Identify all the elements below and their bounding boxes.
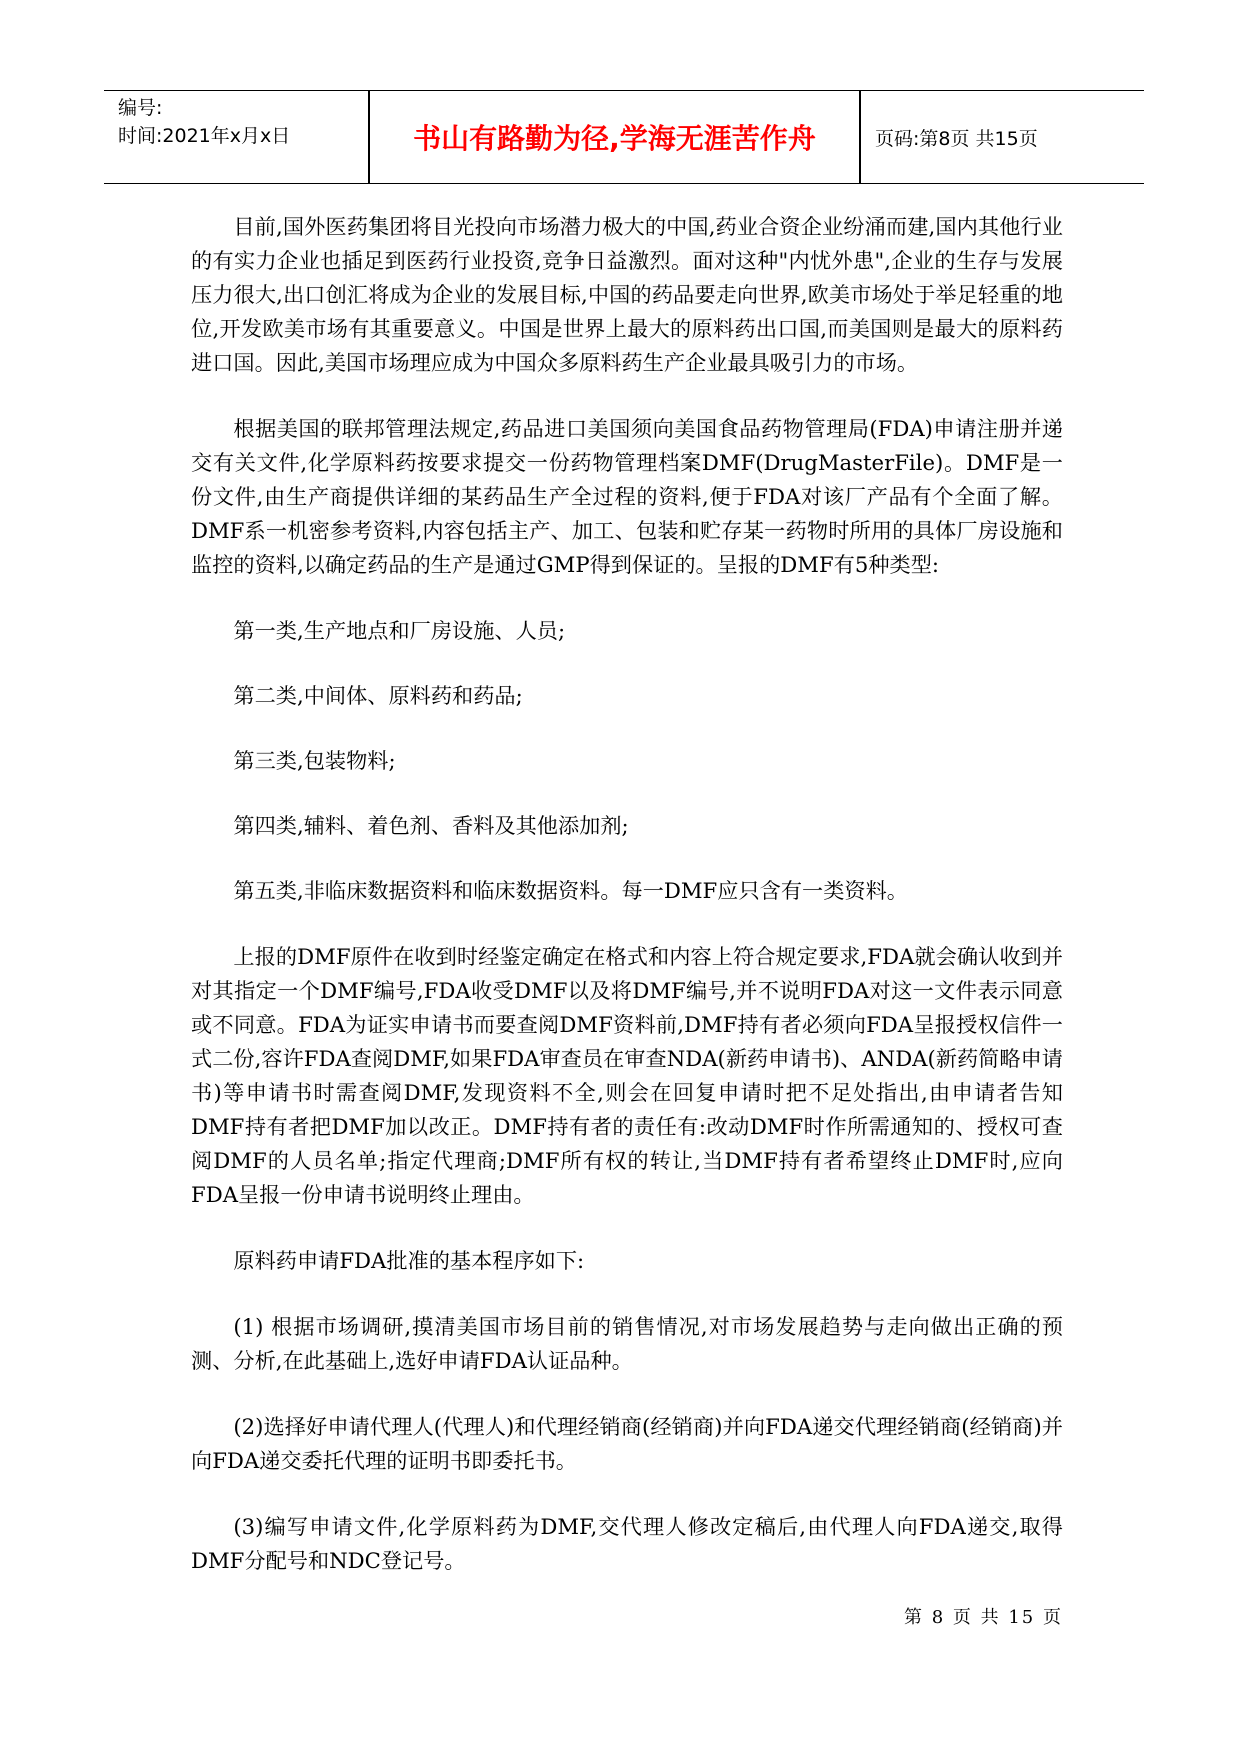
header-meta-cell xyxy=(104,91,368,183)
list-item: 第二类,中间体、原料药和药品; xyxy=(233,683,523,708)
paragraph: 上报的DMF原件在收到时经鉴定确定在格式和内容上符合规定要求,FDA就会确认收到并对其指定一个DMF编号,FDA收受DMF以及将DMF编号,并不说明FDA对这一文件表示同意或不同意。FDA为证实申请书而要查阅DMF资料前,DMF持有者必须向FDA呈报授权信件一式二份,容许FDA查阅DMF,如果FDA审查员在审查NDA(新药申请书)、ANDA(新药简略申请书)等申请书时需查阅DMF,发现资料不全,则会在回复申请时把不足处指出,由申请者告知DMF持有者把DMF加以改正。DMF持有者的责任有:改动DMF时作所需通知的、授权可查阅DMF的人员名单;指定代理商;DMF所有权的转让,当DMF持有者希望终止DMF时,应向FDA呈报一份申请书说明终止理由。 xyxy=(191,944,1063,1207)
page-footer: 第 8 页 共 15 页 xyxy=(904,1607,1063,1628)
paragraph: 目前,国外医药集团将目光投向市场潜力极大的中国,药业合资企业纷涌而建,国内其他行业的有实力企业也插足到医药行业投资,竞争日益激烈。面对这种"内忧外患",企业的生存与发展压力很大,出口创汇将成为企业的发展目标,中国的药品要走向世界,欧美市场处于举足轻重的地位,开发欧美市场有其重要意义。中国是世界上最大的原料药出口国,而美国则是最大的原料药进口国。因此,美国市场理应成为中国众多原料药生产企业最具吸引力的市场。 xyxy=(191,214,1063,375)
procedure-step: (1) 根据市场调研,摸清美国市场目前的销售情况,对市场发展趋势与走向做出正确的预测、分析,在此基础上,选好申请FDA认证品种。 xyxy=(191,1314,1063,1373)
document-number-label: 编号: xyxy=(118,97,163,119)
list-item: 第四类,辅料、着色剂、香料及其他添加剂; xyxy=(233,813,629,838)
list-item: 第五类,非临床数据资料和临床数据资料。每一DMF应只含有一类资料。 xyxy=(233,878,908,903)
document-body xyxy=(191,210,1063,1610)
header-motto: 书山有路勤为径,学海无涯苦作舟 xyxy=(413,122,816,155)
list-item: 第三类,包装物料; xyxy=(233,748,396,773)
document-date-label: 时间:2021年x月x日 xyxy=(118,125,291,147)
header-page-number: 页码:第8页 共15页 xyxy=(875,127,1038,150)
page-header xyxy=(104,90,1144,184)
paragraph: 原料药申请FDA批准的基本程序如下: xyxy=(233,1248,585,1273)
procedure-step: (2)选择好申请代理人(代理人)和代理经销商(经销商)并向FDA递交代理经销商(经销商)并向FDA递交委托代理的证明书即委托书。 xyxy=(191,1414,1063,1473)
paragraph: 根据美国的联邦管理法规定,药品进口美国须向美国食品药物管理局(FDA)申请注册并递交有关文件,化学原料药按要求提交一份药物管理档案DMF(DrugMasterFile)。DMF是一份文件,由生产商提供详细的某药品生产全过程的资料,便于FDA对该厂产品有个全面了解。DMF系一机密参考资料,内容包括主产、加工、包装和贮存某一药物时所用的具体厂房设施和监控的资料,以确定药品的生产是通过GMP得到保证的。呈报的DMF有5种类型: xyxy=(191,416,1063,577)
procedure-step: (3)编写申请文件,化学原料药为DMF,交代理人修改定稿后,由代理人向FDA递交,取得DMF分配号和NDC登记号。 xyxy=(191,1514,1063,1573)
list-item: 第一类,生产地点和厂房设施、人员; xyxy=(233,618,566,643)
